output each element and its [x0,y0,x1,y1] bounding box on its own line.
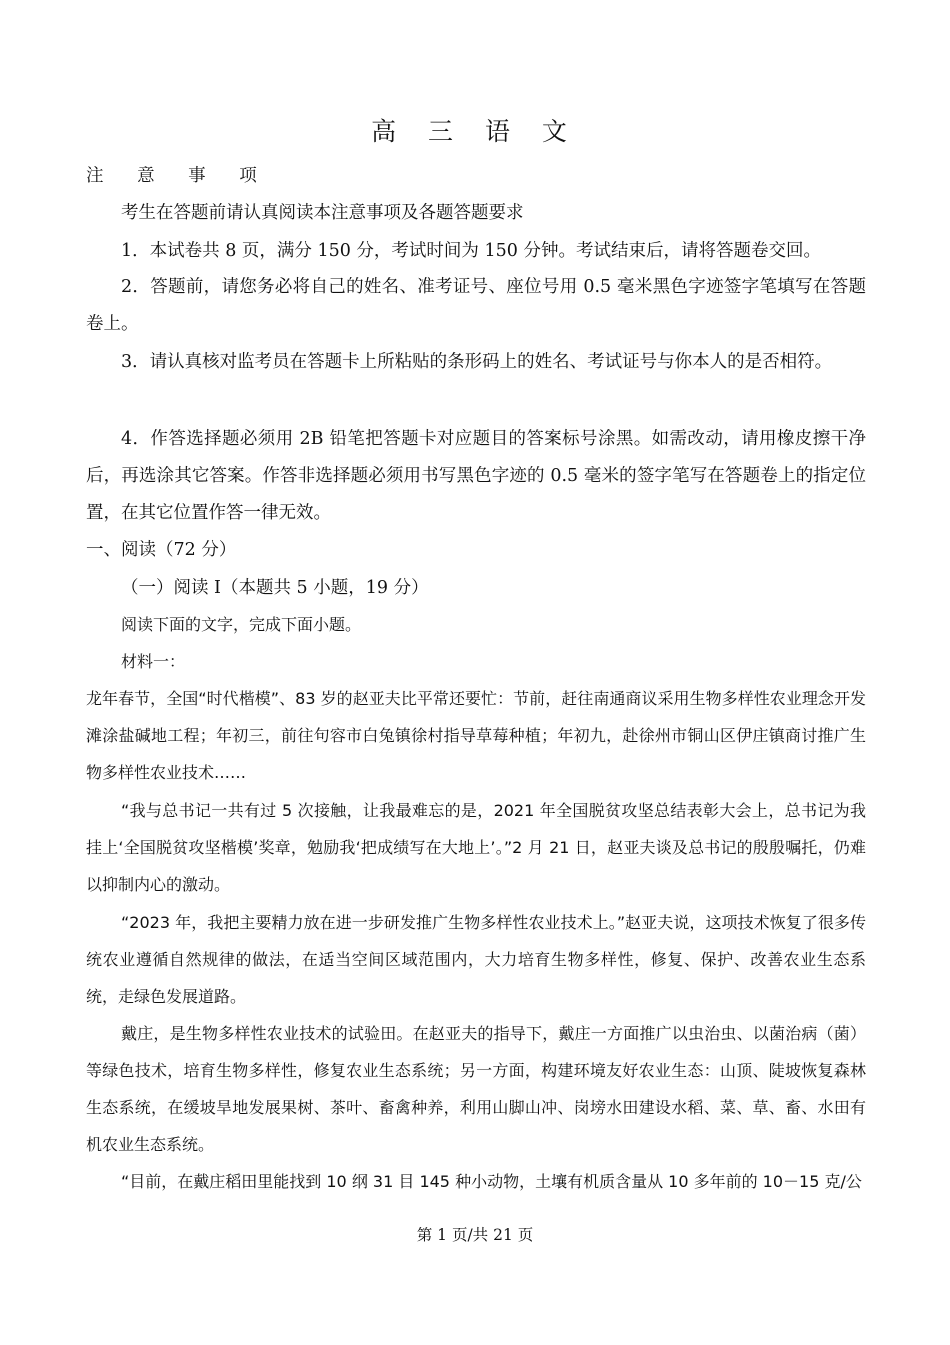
notice-item-1: 1．本试卷共 8 页，满分 150 分，考试时间为 150 分钟。考试结束后，请将答题卷交回。 [121,241,821,261]
material-label: 材料一： [121,652,186,671]
reading-instruction: 阅读下面的文字，完成下面小题。 [121,615,362,634]
paragraph-4: 戴庄，是生物多样性农业技术的试验田。在赵亚夫的指导下，戴庄一方面推广以虫治虫、以菌治病（菌）等绿色技术，培育生物多样性，修复农业生态系统；另一方面，构建环境友好农业生态：山顶、陡坡恢复森林生态系统，在缓坡旱地发展果树、茶叶、畜禽种养，利用山脚山冲、岗塝水田建设水稻、菜、草、畜、水田有机农业生态系统。 [86,1024,866,1154]
paragraph-1: 龙年春节，全国“时代楷模”、83 岁的赵亚夫比平常还要忙：节前，赶往南通商议采用生物多样性农业理念开发滩涂盐碱地工程；年初三，前往句容市白兔镇徐村指导草莓种植；年初九，赴徐州市铜山区伊庄镇商讨推广生物多样性农业技术…… [86,689,866,782]
page-footer: 第 1 页/共 21 页 [416,1226,534,1244]
notice-item-4: 4．作答选择题必须用 2B 铅笔把答题卡对应题目的答案标号涂黑。如需改动，请用橡皮擦干净后，再选涂其它答案。作答非选择题必须用书写黑色字迹的 0.5 毫米的签字笔写在答题卷上的指定位置，在其它位置作答一律无效。 [86,429,866,523]
section-subheading: （一）阅读 I（本题共 5 小题，19 分） [121,578,429,598]
paragraph-2: “我与总书记一共有过 5 次接触，让我最难忘的是，2021 年全国脱贫攻坚总结表彰大会上，总书记为我挂上‘全国脱贫攻坚楷模’奖章，勉励我‘把成绩写在大地上’。”2 月 21 日，赵亚夫谈及总书记的殷殷嘱托，仍难以抑制内心的激动。 [86,801,866,894]
paragraph-5: “目前，在戴庄稻田里能找到 10 纲 31 目 145 种小动物，土壤有机质含量从 10 多年前的 10－15 克/公 [121,1172,862,1191]
notice-intro: 考生在答题前请认真阅读本注意事项及各题答题要求 [121,203,524,223]
notice-heading: 注 意 事 项 [86,166,271,186]
page-title: 高 三 语 文 [371,117,579,146]
paragraph-3: “2023 年，我把主要精力放在进一步研发推广生物多样性农业技术上。”赵亚夫说，这项技术恢复了很多传统农业遵循自然规律的做法，在适当空间区域范围内，大力培育生物多样性，修复、保护、改善农业生态系统，走绿色发展道路。 [86,913,866,1006]
section-heading: 一、阅读（72 分） [86,540,237,560]
notice-item-3: 3．请认真核对监考员在答题卡上所粘贴的条形码上的姓名、考试证号与你本人的是否相符。 [121,352,833,372]
notice-item-2: 2．答题前，请您务必将自己的姓名、准考证号、座位号用 0.5 毫米黑色字迹签字笔填写在答题卷上。 [86,277,866,334]
